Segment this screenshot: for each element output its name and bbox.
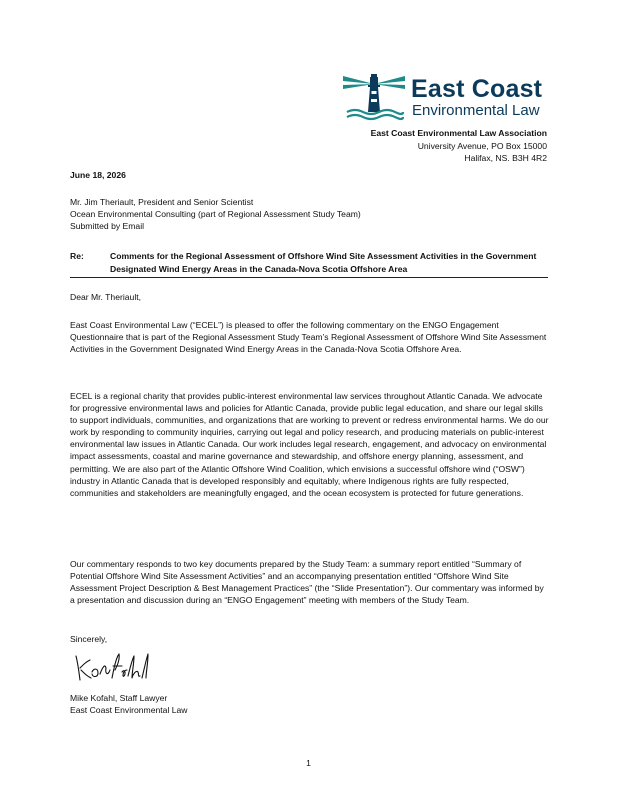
sender-organization: East Coast Environmental Law Association bbox=[370, 128, 547, 138]
recipient-line1: Mr. Jim Theriault, President and Senior Scientist bbox=[70, 197, 254, 207]
signer-organization: East Coast Environmental Law bbox=[70, 705, 188, 716]
page-number: 1 bbox=[306, 758, 311, 768]
recipient-line3: Submitted by Email bbox=[70, 221, 145, 232]
lighthouse-icon bbox=[343, 72, 405, 122]
salutation: Dear Mr. Theriault, bbox=[70, 292, 142, 302]
subject-label: Re: bbox=[70, 251, 84, 261]
logo-subtitle: Environmental Law bbox=[412, 102, 540, 119]
body-paragraph-3: Our commentary responds to two key documents prepared by the Study Team: a summary report entitled “Summary of Potential Offshore Wind Site Assessment Activities” and an accompanying presentation entitled “Offshore Wind Site Assessment Project Description & Best Management Practices” (the “Slide Presentation”). Our commentary was informed by a presentation and discussion during an “ENGO Engagement” meeting with members of the Study Team. bbox=[70, 559, 544, 606]
letter-date: June 18, 2026 bbox=[70, 170, 126, 180]
subject-text: Comments for the Regional Assessment of Offshore Wind Site Assessment Activities in the Government Designated Wind Energy Areas in the Canada-Nova Scotia Offshore Area bbox=[110, 251, 537, 274]
recipient-line2: Ocean Environmental Consulting (part of Regional Assessment Study Team) bbox=[70, 209, 361, 220]
sender-address-line1: University Avenue, PO Box 15000 bbox=[417, 140, 547, 151]
signer-name-title: Mike Kofahl, Staff Lawyer bbox=[70, 693, 168, 703]
body-paragraph-2: ECEL is a regional charity that provides public-interest environmental law services throughout Atlantic Canada. We advocate for progressive environmental laws and policies for Atlantic Canada, provide public legal education, and share our legal skills to support individuals, communities, and organizations that are working to prevent or redress environmental harms. We do our work by responding to community inquiries, carrying out legal and policy research, and producing materials on public-interest environmental law issues in Atlantic Canada. Our work includes legal research, engagement, and advocacy on environmental impact assessments, coastal and marine governance and stewardship, and offshore energy planning, assessment, and permitting. We are also part of the Atlantic Offshore Wind Coalition, which envisions a successful offshore wind (“OSW”) industry in Atlantic Canada that is developed responsibly and equitably, where Indigenous rights are fully respected, communities and stakeholders are meaningfully engaged, and the ocean ecosystem is protected for future generations. bbox=[70, 391, 549, 498]
sender-address bbox=[371, 127, 547, 165]
signer-block bbox=[70, 692, 188, 716]
sender-address-line2: Halifax, NS. B3H 4R2 bbox=[464, 153, 547, 163]
body-paragraph-1: East Coast Environmental Law (“ECEL”) is pleased to offer the following commentary on the ENGO Engagement Questionnaire that is part of the Regional Assessment Study Team’s Regional Assessment of Offshore Wind Site Assessment Activities in the Government Designated Wind Energy Areas in the Canada-Nova Scotia Offshore Area. bbox=[70, 320, 547, 355]
recipient-block bbox=[70, 196, 361, 233]
closing: Sincerely, bbox=[70, 634, 108, 644]
letterhead-logo bbox=[343, 72, 548, 122]
logo-name: East Coast bbox=[411, 75, 543, 103]
subject-divider bbox=[70, 277, 548, 278]
handwritten-signature bbox=[72, 648, 162, 684]
